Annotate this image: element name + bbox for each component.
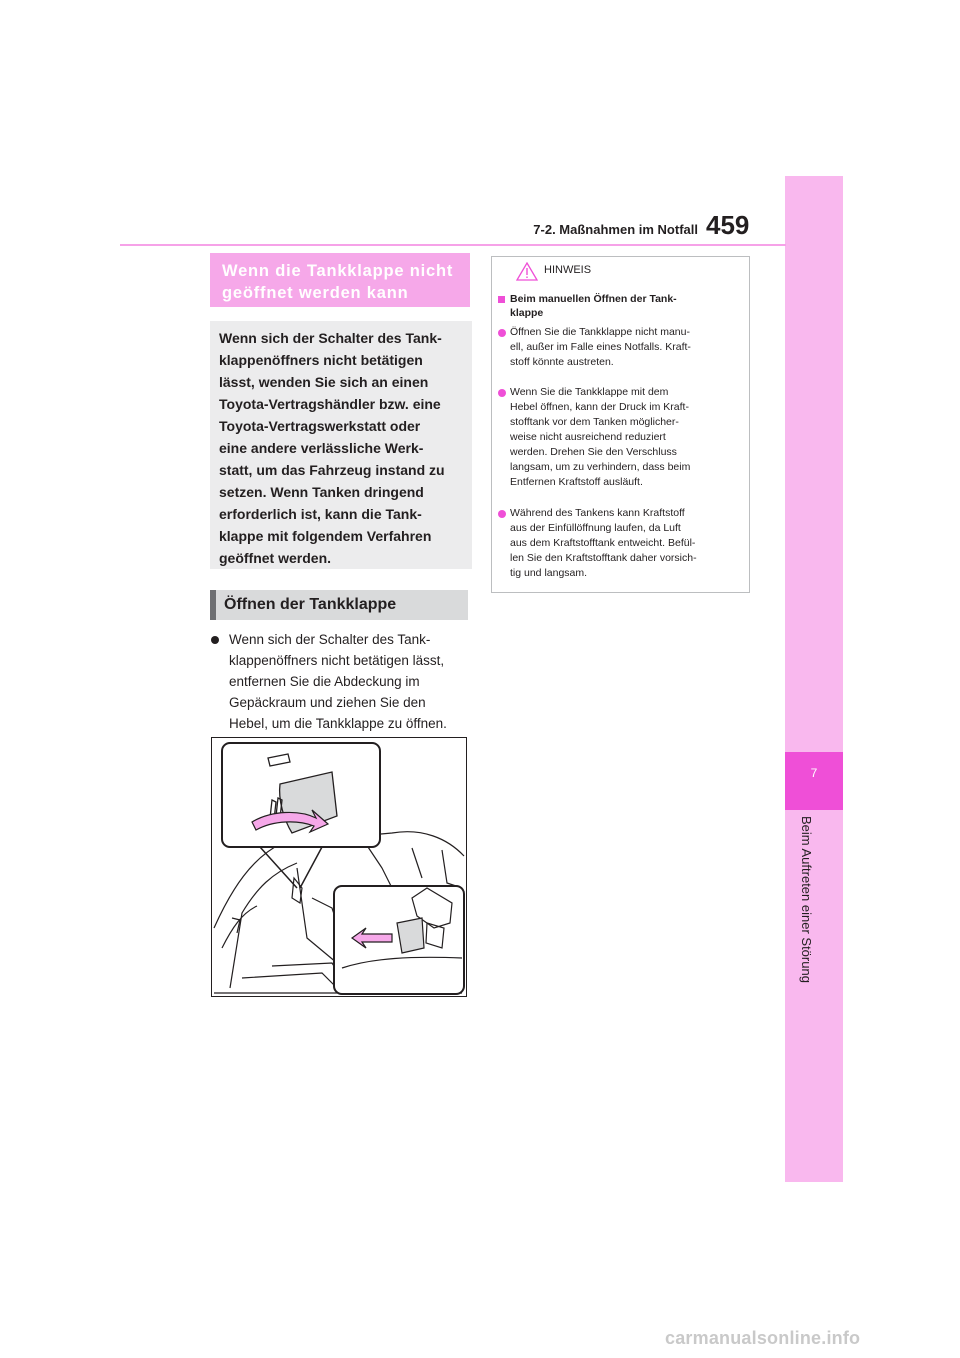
subheading-accent-bar [210, 590, 216, 620]
notice-line: ell, außer im Falle eines Notfalls. Kraft- [510, 341, 691, 353]
page-number: 459 [706, 210, 750, 240]
notice-line: Wenn Sie die Tankklappe mit dem [510, 386, 669, 398]
notice-line: Öffnen Sie die Tankklappe nicht manu- [510, 326, 690, 338]
notice-title: HINWEIS [544, 264, 592, 276]
topic-heading [222, 260, 466, 304]
header-divider [120, 244, 786, 246]
body-line: Gepäckraum und ziehen Sie den [229, 695, 426, 710]
body-line: Hebel, um die Tankklappe zu öffnen. [229, 716, 447, 731]
notice-section-title: klappe [510, 307, 544, 319]
subheading: Öffnen der Tankklappe [224, 596, 397, 613]
intro-line: eine andere verlässliche Werk- [219, 440, 424, 456]
notice-section-title: Beim manuellen Öffnen der Tank- [510, 293, 677, 305]
chapter-tab-strip [785, 176, 843, 1182]
intro-line: setzen. Wenn Tanken dringend [219, 484, 424, 500]
notice-line: aus dem Kraftstofftank entweicht. Befül- [510, 537, 696, 549]
notice-line: Hebel öffnen, kann der Druck im Kraft- [510, 401, 689, 413]
topic-heading-line: geöffnet werden kann [222, 284, 409, 302]
body-line: entfernen Sie die Abdeckung im [229, 674, 420, 689]
notice-line: len Sie den Kraftstofftank daher vorsich- [510, 552, 697, 564]
intro-line: klappenöffners nicht betätigen [219, 352, 423, 368]
body-line: klappenöffners nicht betätigen lässt, [229, 653, 445, 668]
chapter-number: 7 [810, 766, 818, 780]
body-line: Wenn sich der Schalter des Tank- [229, 632, 431, 647]
notice-line: Während des Tankens kann Kraftstoff [510, 507, 685, 519]
notice-line: stofftank vor dem Tanken möglicher- [510, 416, 679, 428]
intro-line: Toyota-Vertragshändler bzw. eine [219, 396, 441, 412]
notice-line: aus der Einfüllöffnung laufen, da Luft [510, 522, 681, 534]
intro-line: statt, um das Fahrzeug instand zu [219, 462, 445, 478]
section-title: 7-2. Maßnahmen im Notfall [533, 222, 698, 237]
chapter-title: Beim Auftreten einer Störung [799, 816, 814, 983]
intro-line: geöffnet werden. [219, 550, 332, 566]
intro-line: erforderlich ist, kann die Tank- [219, 506, 422, 522]
topic-heading-line: Wenn die Tankklappe nicht [222, 262, 454, 280]
notice-line: tig und langsam. [510, 567, 588, 579]
warning-icon [516, 262, 538, 281]
intro-line: Toyota-Vertragswerkstatt oder [219, 418, 421, 434]
notice-line: werden. Drehen Sie den Verschluss [510, 446, 677, 458]
bullet-icon [211, 636, 219, 644]
notice-bullet-icon [498, 389, 506, 397]
intro-line: lässt, wenden Sie sich an einen [219, 374, 429, 390]
section-square-icon [498, 296, 505, 303]
fuel-lever-illustration [211, 737, 467, 997]
notice-bullet-icon [498, 510, 506, 518]
notice-line: langsam, um zu verhindern, dass beim [510, 461, 691, 473]
notice-line: weise nicht ausreichend reduziert [510, 431, 666, 443]
watermark: carmanualsonline.info [665, 1328, 861, 1348]
notice-line: Entfernen Kraftstoff ausläuft. [510, 476, 643, 488]
cargo-area-drawing [212, 738, 466, 996]
intro-line: Wenn sich der Schalter des Tank- [219, 330, 442, 346]
notice-bullet-icon [498, 329, 506, 337]
chapter-number-box [785, 752, 843, 810]
notice-line: stoff könnte austreten. [510, 356, 614, 368]
intro-line: klappe mit folgendem Verfahren [219, 528, 432, 544]
